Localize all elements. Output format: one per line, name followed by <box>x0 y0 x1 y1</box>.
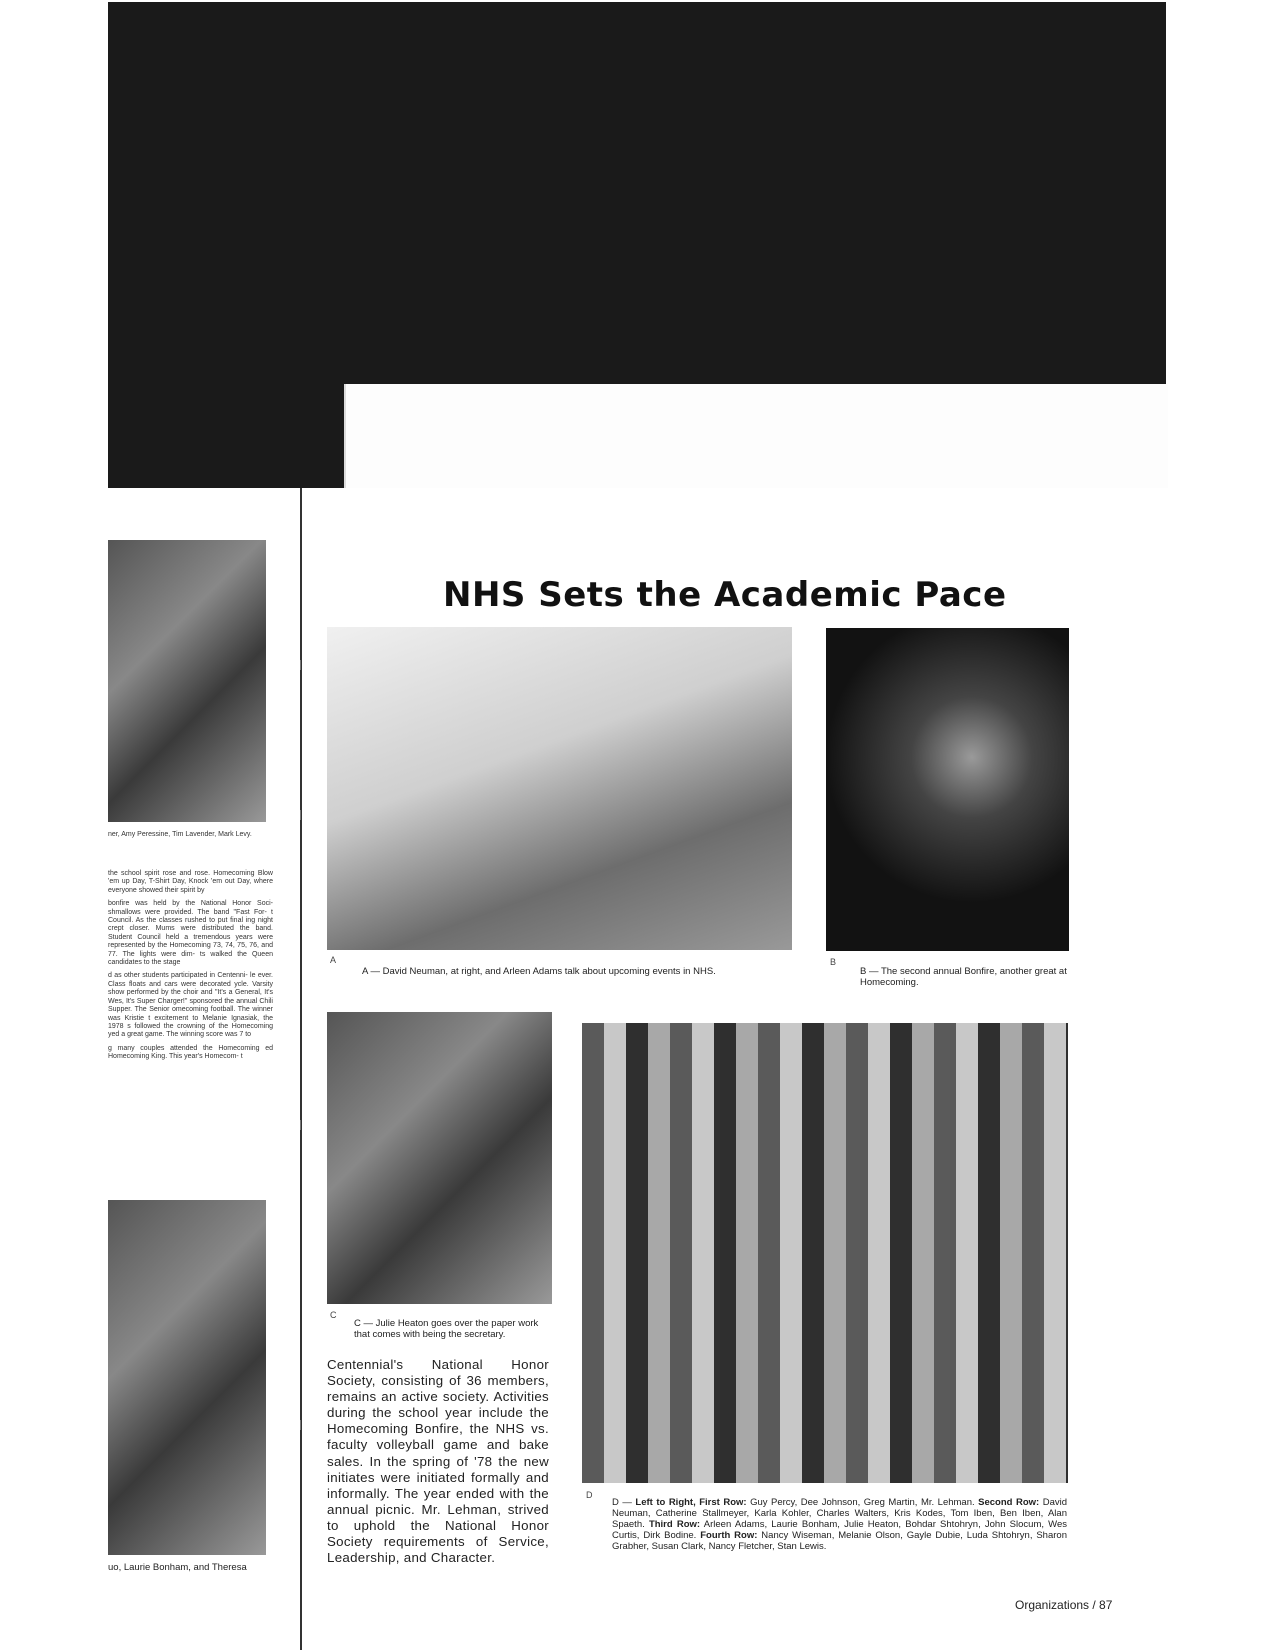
scan-mark <box>300 810 301 820</box>
photo-c-caption: C — Julie Heaton goes over the paper work that comes with being the secretary. <box>354 1318 539 1340</box>
photo-d-letter: D <box>586 1490 593 1500</box>
row-names: Nancy Wiseman, Melanie Olson, Gayle Dubie, Luda Shtohryn, Sharon Grabher, Susan Clark, Nancy Fletcher, Stan Lewis. <box>612 1530 1067 1552</box>
photo-b <box>826 628 1069 951</box>
row-names: Arleen Adams, Laurie Bonham, Julie Heaton, Bohdar Shtohryn, John Slocum, Wes Curtis, Dirk Bodine. <box>612 1519 1068 1541</box>
page-edge <box>344 384 1168 494</box>
left-photo-top <box>108 540 266 822</box>
photo-a-caption: A — David Neuman, at right, and Arleen Adams talk about upcoming events in NHS. <box>362 966 716 977</box>
left-paragraph: the school spirit rose and rose. Homecoming Blow 'em up Day, T-Shirt Day, Knock 'em out Day, where everyone showed their spirit by <box>108 870 273 894</box>
left-article <box>108 870 273 1062</box>
photo-b-letter: B <box>830 957 837 967</box>
row-names: Guy Percy, Dee Johnson, Greg Martin, Mr. Lehman. <box>750 1497 975 1508</box>
row-names: David Neuman, Catherine Stallmeyer, Karla Kohler, Charles Walters, Kris Kodes, Tom Iben, Ben Iben, Alan Spaeth. <box>612 1497 1068 1530</box>
left-bottom-caption: uo, Laurie Bonham, and Theresa <box>108 1562 247 1573</box>
row-label: Fourth Row: <box>700 1530 758 1541</box>
left-photo-bottom <box>108 1200 266 1555</box>
left-paragraph: bonfire was held by the National Honor Soci- shmallows were provided. The band "Fast For- t Council. As the classes rushed to put final ing night crept closer. Mums were distributed the band. Student Council held a tremendous years were represented by the Homecoming 73, 74, 75, 76, and 77. The lights were dim- ts walked the Queen candidates to the stage <box>108 900 273 967</box>
scan-mark <box>300 1120 301 1130</box>
photo-c-letter: C <box>330 1310 337 1320</box>
photo-b-caption: B — The second annual Bonfire, another great at Homecoming. <box>860 966 1067 988</box>
scan-mark <box>300 660 301 670</box>
page-title: NHS Sets the Academic Pace <box>443 575 1007 615</box>
photo-a <box>327 627 792 950</box>
left-paragraph: d as other students participated in Centenni- le ever. Class floats and cars were decorated ycle. Varsity show performed by the choir and "It's a General, It's Wes, It's Super Charger!" sponsored the annual Chili Supper. The Senior omecoming football. The winner was Kristie t excitement to Melanie Ignasiak, the 1978 s followed the crowning of the Homecoming yed a great game. The winning score was 7 to <box>108 972 273 1039</box>
photo-d-caption <box>612 1497 1067 1552</box>
article-body: Centennial's National Honor Society, consisting of 36 members, remains an active society. Activities during the school year include the Homecoming Bonfire, the NHS vs. faculty volleyball game and bake sales. In the spring of '78 the new initiates were initiated formally and informally. The year ended with the annual picnic. Mr. Lehman, strived to uphold the National Honor Society requirements of Service, Leadership, and Character. <box>327 1357 549 1566</box>
row-label: Second Row: <box>978 1497 1040 1508</box>
row-label: Third Row: <box>648 1519 701 1530</box>
scan-mark <box>300 1420 301 1430</box>
photo-d <box>582 1023 1068 1483</box>
caption-prefix: D — <box>612 1497 632 1508</box>
page-footer: Organizations / 87 <box>1015 1598 1113 1612</box>
row-label: Left to Right, First Row: <box>635 1497 747 1508</box>
left-top-caption: ner, Amy Peressine, Tim Lavender, Mark Levy. <box>108 831 252 838</box>
left-paragraph: g many couples attended the Homecoming ed Homecoming King. This year's Homecom- t <box>108 1044 273 1061</box>
photo-c <box>327 1012 552 1304</box>
photo-a-letter: A <box>330 955 337 965</box>
